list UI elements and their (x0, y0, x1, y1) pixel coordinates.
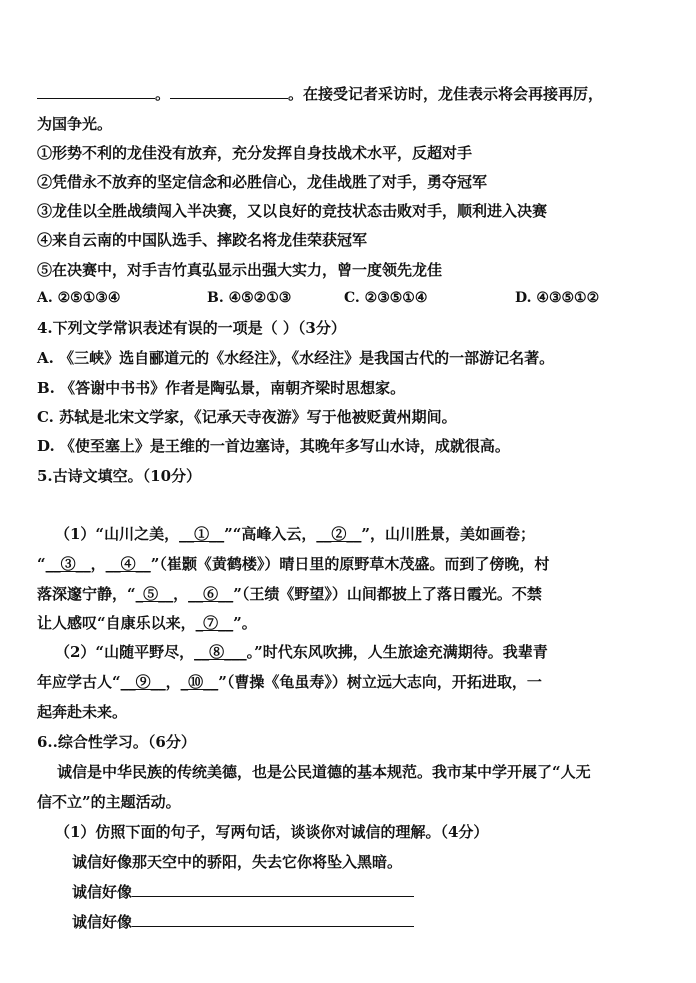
q5-p1-line3: 落深邃宁静，“_⑤__，__⑥__”（王绩《野望》）山间都披上了落日霞光。不禁 (37, 585, 542, 603)
q3-option-d[interactable]: D. ④③⑤①② (515, 290, 600, 306)
q6-prompt-1: 诚信好像 (72, 882, 662, 902)
poem-blank-7[interactable]: _⑦__ (195, 614, 234, 632)
answer-blank[interactable] (37, 84, 155, 99)
answer-blank[interactable] (170, 84, 288, 99)
q5-p1-line4: 让人感叹“自康乐以来，_⑦__”。 (37, 614, 257, 632)
q3-item-5: ⑤在决赛中，对手吉竹真弘显示出强大实力，曾一度领先龙佳 (37, 261, 443, 279)
q3-line2: 为国争光。 (37, 115, 113, 133)
q6-example: 诚信好像那天空中的骄阳，失去它你将坠入黑暗。 (72, 853, 403, 871)
q5-p1-line2: “__③__，__④__”（崔颢《黄鹤楼》）晴日里的原野草木茂盛。而到了傍晚，村 (37, 555, 550, 573)
q3-line1: 。 。在接受记者采访时，龙佳表示将会再接再厉， (37, 84, 662, 104)
poem-blank-8[interactable]: __⑧___ (194, 643, 247, 661)
q4-stem: 4.下列文学常识表述有误的一项是（ ）（3分） (37, 319, 346, 337)
q4-option-b[interactable]: B. 《答谢中书书》作者是陶弘景，南朝齐梁时思想家。 (37, 379, 406, 397)
q6-title: 6..综合性学习。（6分） (37, 733, 196, 751)
q5-p2-line2: 年应学古人“__⑨__，_⑩__”（曹操《龟虽寿》）树立远大志向，开拓进取，一 (37, 673, 542, 691)
q6-intro-line2: 信不立”的主题活动。 (37, 793, 181, 811)
q4-option-a[interactable]: A. 《三峡》选自郦道元的《水经注》，《水经注》是我国古代的一部游记名著。 (37, 349, 555, 367)
q5-p2-line1: （2）“山随平野尽，__⑧___。”时代东风吹拂，人生旅途充满期待。我辈青 (55, 643, 548, 661)
q3-option-c[interactable]: C. ②③⑤①④ (344, 290, 428, 306)
poem-blank-2[interactable]: __②__ (316, 525, 362, 543)
q5-p1-line1: （1）“山川之美，__①__”“高峰入云，__②__”，山川胜景，美如画卷； (55, 525, 536, 543)
q3-item-1: ①形势不利的龙佳没有放弃，充分发挥自身技战术水平，反超对手 (37, 144, 473, 162)
q4-option-c[interactable]: C. 苏轼是北宋文学家，《记承天寺夜游》写于他被贬黄州期间。 (37, 408, 457, 426)
q5-p2-line3: 起奔赴未来。 (37, 703, 128, 721)
poem-blank-4[interactable]: __④__ (105, 555, 151, 573)
poem-blank-10[interactable]: _⑩__ (180, 673, 219, 691)
q6-sub1: （1）仿照下面的句子，写两句话，谈谈你对诚信的理解。（4分） (55, 823, 489, 841)
q3-option-a[interactable]: A. ②⑤①③④ (37, 290, 121, 306)
poem-blank-3[interactable]: __③__ (45, 555, 91, 573)
poem-blank-1[interactable]: __①__ (179, 525, 225, 543)
poem-blank-9[interactable]: __⑨__ (120, 673, 166, 691)
answer-line-2[interactable] (132, 912, 414, 927)
q3-item-4: ④来自云南的中国队选手、摔跤名将龙佳荣获冠军 (37, 231, 368, 249)
q3-item-3: ③龙佳以全胜战绩闯入半决赛，又以良好的竞技状态击败对手，顺利进入决赛 (37, 202, 548, 220)
q5-title: 5.古诗文填空。（10分） (37, 467, 202, 485)
poem-blank-5[interactable]: _⑤__ (135, 585, 174, 603)
q6-prompt-2: 诚信好像 (72, 912, 662, 932)
q3-item-2: ②凭借永不放弃的坚定信念和必胜信心，龙佳战胜了对手，勇夺冠军 (37, 173, 488, 191)
q3-option-b[interactable]: B. ④⑤②①③ (207, 290, 292, 306)
q4-option-d[interactable]: D. 《使至塞上》是王维的一首边塞诗，其晚年多写山水诗，成就很高。 (37, 437, 510, 455)
q6-intro-line1: 诚信是中华民族的传统美德，也是公民道德的基本规范。我市某中学开展了“人无 (57, 763, 591, 781)
answer-line-1[interactable] (132, 882, 414, 897)
poem-blank-6[interactable]: __⑥__ (188, 585, 234, 603)
